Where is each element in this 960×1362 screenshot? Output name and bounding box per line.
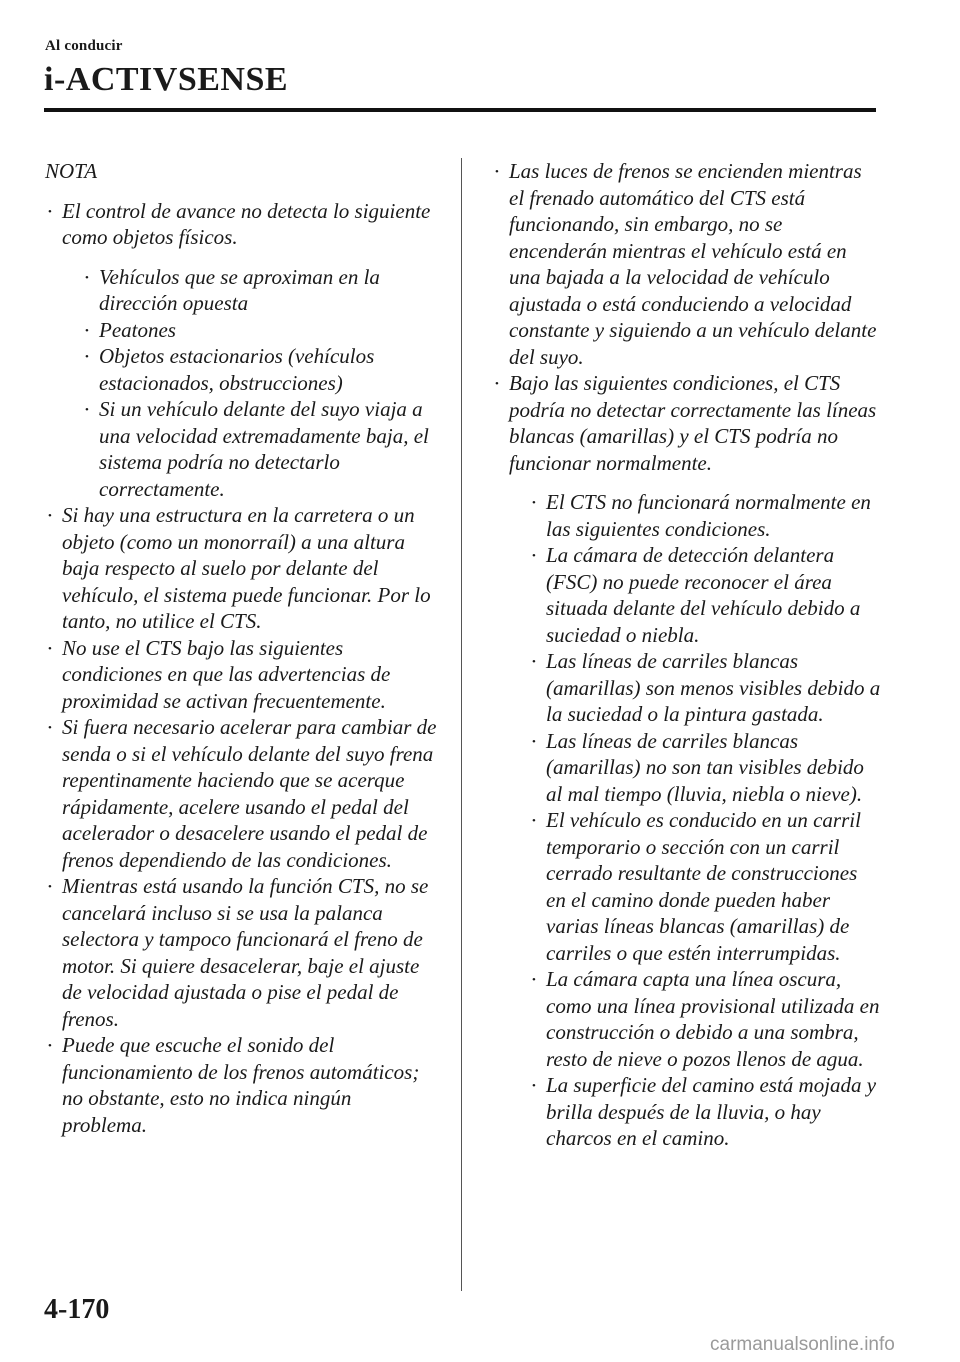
sub-list-item: • Las líneas de carriles blancas (amarillas) no son tan visibles debido al mal tiempo (lluvia, niebla o nieve). <box>529 728 882 808</box>
list-item-text: El control de avance no detecta lo siguiente como objetos físicos. <box>62 198 431 249</box>
list-item <box>45 198 440 503</box>
header-rule <box>44 108 876 112</box>
sub-list-item: • Vehículos que se aproximan en la dirección opuesta <box>82 264 440 317</box>
sub-list-item: • El CTS no funcionará normalmente en las siguientes condiciones. <box>529 489 882 542</box>
list-item: • Las luces de frenos se encienden mientras el frenado automático del CTS está funcionando, sin embargo, no se encenderán mientras el vehículo está en una bajada a la velocidad de vehículo ajustada o está conduciendo a velocidad constante y siguiendo a un vehículo delante del suyo. <box>492 158 882 370</box>
left-bullet-list <box>45 198 440 1139</box>
page-title: i-ACTIVSENSE <box>44 61 289 98</box>
sub-list-item: • El vehículo es conducido en un carril temporario o sección con un carril cerrado resultante de construcciones en el camino donde pueden haber varias líneas blancas (amarillas) de carriles o que estén interrumpidas. <box>529 807 882 966</box>
list-item-text: Bajo las siguientes condiciones, el CTS podría no detectar correctamente las líneas blancas (amarillas) y el CTS podría no funcionar normalmente. <box>509 371 877 475</box>
sub-bullet-list <box>509 489 882 1152</box>
page-number: 4-170 <box>44 1294 110 1325</box>
sub-list-item: • La superficie del camino está mojada y brilla después de la lluvia, o hay charcos en el camino. <box>529 1072 882 1152</box>
list-item: • No use el CTS bajo las siguientes condiciones en que las advertencias de proximidad se activan frecuentemente. <box>45 635 440 715</box>
sub-list-item: • Peatones <box>82 317 440 344</box>
list-item: • Mientras está usando la función CTS, no se cancelará incluso si se usa la palanca selectora y tampoco funcionará el freno de motor. Si quiere desacelerar, baje el ajuste de velocidad ajustada o pise el pedal de frenos. <box>45 873 440 1032</box>
watermark: carmanualsonline.info <box>710 1334 895 1355</box>
right-column <box>492 158 882 1152</box>
list-item: • Si hay una estructura en la carretera o un objeto (como un monorraíl) a una altura baja respecto al suelo por delante del vehículo, el sistema puede funcionar. Por lo tanto, no utilice el CTS. <box>45 502 440 635</box>
list-item: • Puede que escuche el sonido del funcionamiento de los frenos automáticos; no obstante, esto no indica ningún problema. <box>45 1032 440 1138</box>
list-item <box>492 370 882 1152</box>
sub-bullet-list <box>62 264 440 503</box>
right-bullet-list <box>492 158 882 1152</box>
sub-list-item: • La cámara de detección delantera (FSC) no puede reconocer el área situada delante del vehículo debido a suciedad o niebla. <box>529 542 882 648</box>
list-item: • Si fuera necesario acelerar para cambiar de senda o si el vehículo delante del suyo frena repentinamente haciendo que se acerque rápidamente, acelere usando el pedal del acelerador o desacelere usando el pedal de frenos dependiendo de las condiciones. <box>45 714 440 873</box>
column-divider <box>461 158 462 1291</box>
sub-list-item: • La cámara capta una línea oscura, como una línea provisional utilizada en construcción o debido a una sombra, resto de nieve o pozos llenos de agua. <box>529 966 882 1072</box>
note-heading: NOTA <box>45 159 98 183</box>
sub-list-item: • Las líneas de carriles blancas (amarillas) son menos visibles debido a la suciedad o la pintura gastada. <box>529 648 882 728</box>
section-label: Al conducir <box>45 38 123 54</box>
sub-list-item: • Objetos estacionarios (vehículos estacionados, obstrucciones) <box>82 343 440 396</box>
left-column <box>45 158 440 1138</box>
sub-list-item: • Si un vehículo delante del suyo viaja a una velocidad extremadamente baja, el sistema podría no detectarlo correctamente. <box>82 396 440 502</box>
